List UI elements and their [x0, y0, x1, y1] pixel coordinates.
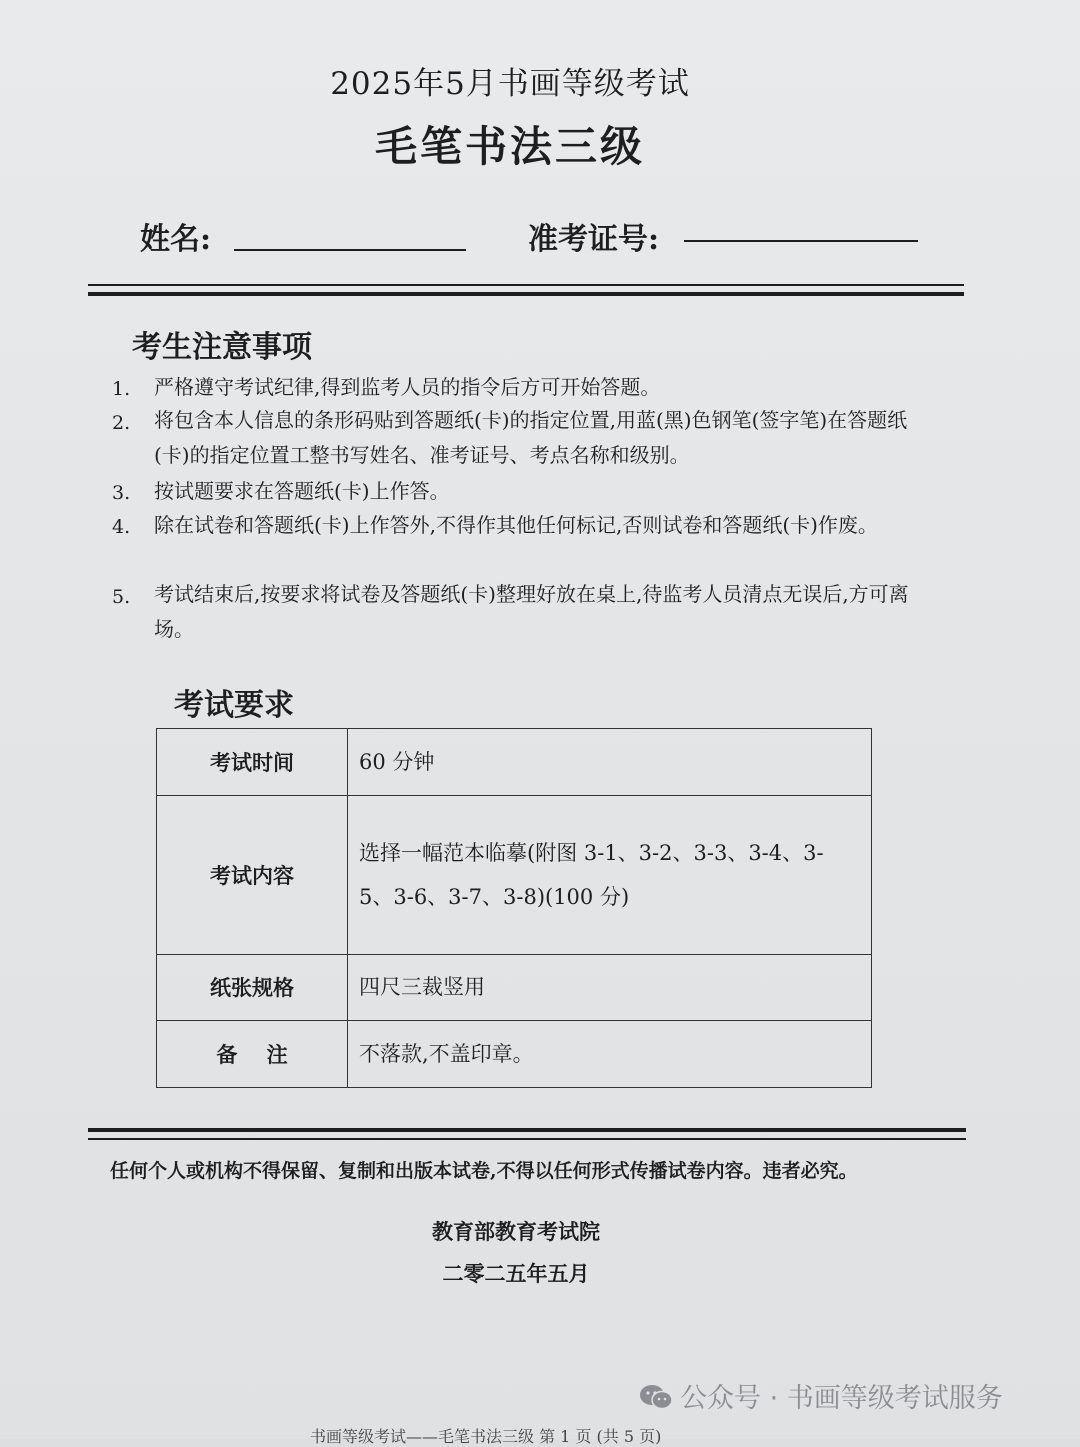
row-label-remarks: 备 注 [157, 1020, 348, 1087]
exam-subject-title: 毛笔书法三级 [374, 122, 645, 171]
footer-divider-thick [88, 1128, 966, 1132]
note-item: 严格遵守考试纪律,得到监考人员的指令后方可开始答题。 [154, 375, 661, 399]
table-row [157, 796, 872, 954]
note-item: 将包含本人信息的条形码贴到答题纸(卡)的指定位置,用蓝(黑)色钢笔(签字笔)在答题纸(卡)的指定位置工整书写姓名、准考证号、考点名称和级别。 [154, 408, 908, 467]
table-row [157, 1020, 872, 1087]
exam-title: 2025年5月书画等级考试 [330, 66, 690, 102]
notes-title: 考生注意事项 [132, 330, 312, 365]
exam-id-blank-line [684, 240, 918, 242]
copyright-notice: 任何个人或机构不得保留、复制和出版本试卷,不得以任何形式传播试卷内容。违者必究。 [110, 1160, 858, 1182]
row-label-time: 考试时间 [157, 729, 348, 796]
issue-date: 二零二五年五月 [442, 1261, 590, 1286]
note-item: 按试题要求在答题纸(卡)上作答。 [154, 479, 450, 503]
table-row [157, 729, 872, 796]
watermark-text: 公众号 · 书画等级考试服务 [680, 1383, 1003, 1414]
exam-id-label: 准考证号: [528, 222, 660, 257]
name-blank-line [234, 249, 466, 251]
row-label-paper: 纸张规格 [157, 954, 348, 1020]
note-number: 5. [112, 586, 131, 608]
issuing-organization: 教育部教育考试院 [432, 1219, 600, 1244]
table-row [157, 954, 872, 1020]
watermark [638, 1376, 1003, 1415]
note-number: 2. [112, 412, 131, 434]
footer-divider-thin [88, 1138, 966, 1140]
note-number: 3. [112, 482, 131, 504]
row-value-content: 选择一幅范本临摹(附图 3-1、3-2、3-3、3-4、3-5、3-6、3-7、3-8)(100 分) [348, 796, 872, 954]
row-value-paper: 四尺三裁竖用 [348, 954, 872, 1020]
note-item: 考试结束后,按要求将试卷及答题纸(卡)整理好放在桌上,待监考人员清点无误后,方可离场。 [154, 582, 909, 641]
header-divider-thin [88, 284, 964, 286]
page-footer: 书画等级考试——毛笔书法三级 第 1 页 (共 5 页) [310, 1427, 662, 1446]
row-value-time: 60 分钟 [348, 729, 872, 796]
requirements-title: 考试要求 [174, 688, 294, 723]
row-value-remarks: 不落款,不盖印章。 [348, 1020, 872, 1087]
requirements-table [156, 728, 872, 1088]
note-number: 4. [112, 516, 131, 538]
row-label-content: 考试内容 [157, 796, 348, 954]
name-label: 姓名: [140, 222, 212, 257]
note-number: 1. [112, 378, 131, 400]
wechat-icon [638, 1383, 674, 1411]
note-item: 除在试卷和答题纸(卡)上作答外,不得作其他任何标记,否则试卷和答题纸(卡)作废。 [154, 513, 878, 537]
header-divider-thick [88, 292, 964, 296]
